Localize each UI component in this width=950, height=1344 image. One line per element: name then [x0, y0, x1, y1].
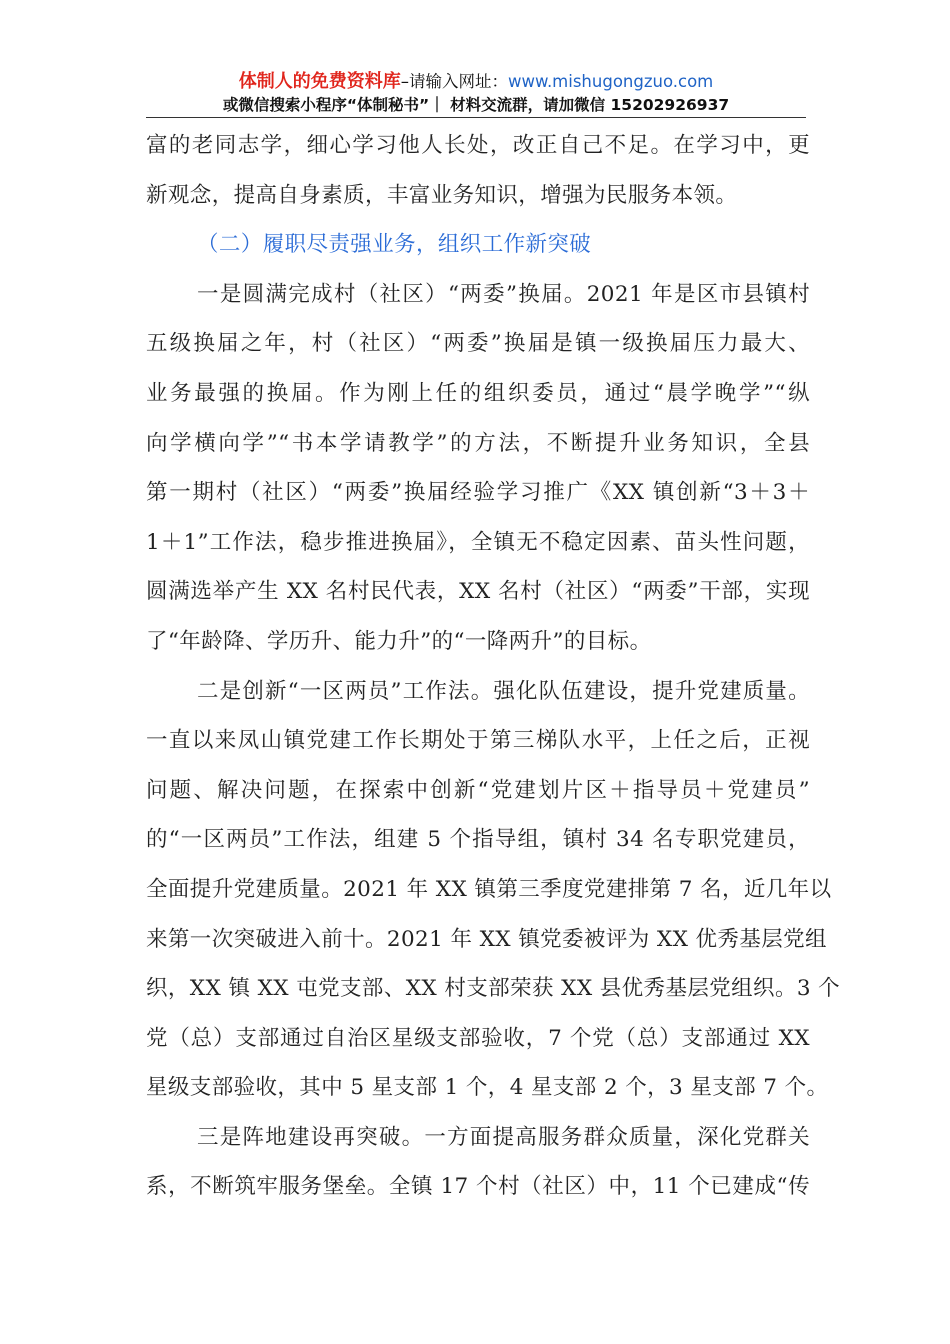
text-line: 全面提升党建质量。2021 年 XX 镇第三季度党建排第 7 名，近几年以	[146, 876, 832, 902]
url-prompt: –请输入网址：	[400, 72, 508, 91]
text-line: 问题、解决问题，在探索中创新“党建划片区＋指导员＋党建员”	[146, 777, 810, 803]
header-line-2: 或微信搜索小程序“体制秘书”｜ 材料交流群，请加微信 15202926937	[222, 96, 730, 114]
website-link[interactable]: www.mishugongzuo.com	[507, 72, 714, 91]
document-body	[146, 121, 841, 1212]
text-line: 1＋1”工作法，稳步推进换届》，全镇无不稳定因素、苗头性问题，	[146, 529, 810, 555]
text-line: 第一期村（社区）“两委”换届经验学习推广《XX 镇创新“3＋3＋	[146, 480, 810, 506]
text-line: 向学横向学”“书本学请教学”的方法，不断提升业务知识，全县	[146, 430, 810, 456]
text-line: 了“年龄降、学历升、能力升”的“一降两升”的目标。	[146, 628, 652, 654]
brand-title: 体制人的免费资料库	[238, 71, 401, 92]
text-line: 来第一次突破进入前十。2021 年 XX 镇党委被评为 XX 优秀基层党组	[146, 926, 827, 952]
text-line: 织，XX 镇 XX 屯党支部、XX 村支部荣获 XX 县优秀基层党组织。3 个	[146, 976, 841, 1002]
page-header	[146, 70, 806, 116]
header-line-1	[146, 70, 806, 94]
paragraph-first-line: 三是阵地建设再突破。一方面提高服务群众质量，深化党群关	[197, 1124, 810, 1150]
text-line: 新观念，提高自身素质，丰富业务知识，增强为民服务本领。	[146, 182, 738, 208]
text-line: 业务最强的换届。作为刚上任的组织委员，通过“晨学晚学”“纵	[146, 380, 810, 406]
text-line: 圆满选举产生 XX 名村民代表，XX 名村（社区）“两委”干部，实现	[146, 579, 810, 605]
section-heading: （二）履职尽责强业务，组织工作新突破	[197, 232, 592, 258]
text-line: 一直以来凤山镇党建工作长期处于第三梯队水平，上任之后，正视	[146, 728, 810, 754]
paragraph-first-line: 二是创新“一区两员”工作法。强化队伍建设，提升党建质量。	[197, 678, 810, 704]
text-line: 五级换届之年，村（社区）“两委”换届是镇一级换届压力最大、	[146, 331, 810, 357]
text-line: 的“一区两员”工作法，组建 5 个指导组，镇村 34 名专职党建员，	[146, 827, 810, 853]
text-line: 星级支部验收，其中 5 星支部 1 个，4 星支部 2 个，3 星支部 7 个。	[146, 1075, 829, 1101]
text-line: 党（总）支部通过自治区星级支部验收，7 个党（总）支部通过 XX	[146, 1025, 810, 1051]
header-divider	[146, 117, 806, 118]
text-line: 富的老同志学，细心学习他人长处，改正自己不足。在学习中，更	[146, 133, 810, 158]
text-line: 系，不断筑牢服务堡垒。全镇 17 个村（社区）中，11 个已建成“传	[146, 1174, 810, 1200]
paragraph-first-line: 一是圆满完成村（社区）“两委”换届。2021 年是区市县镇村	[197, 281, 810, 307]
